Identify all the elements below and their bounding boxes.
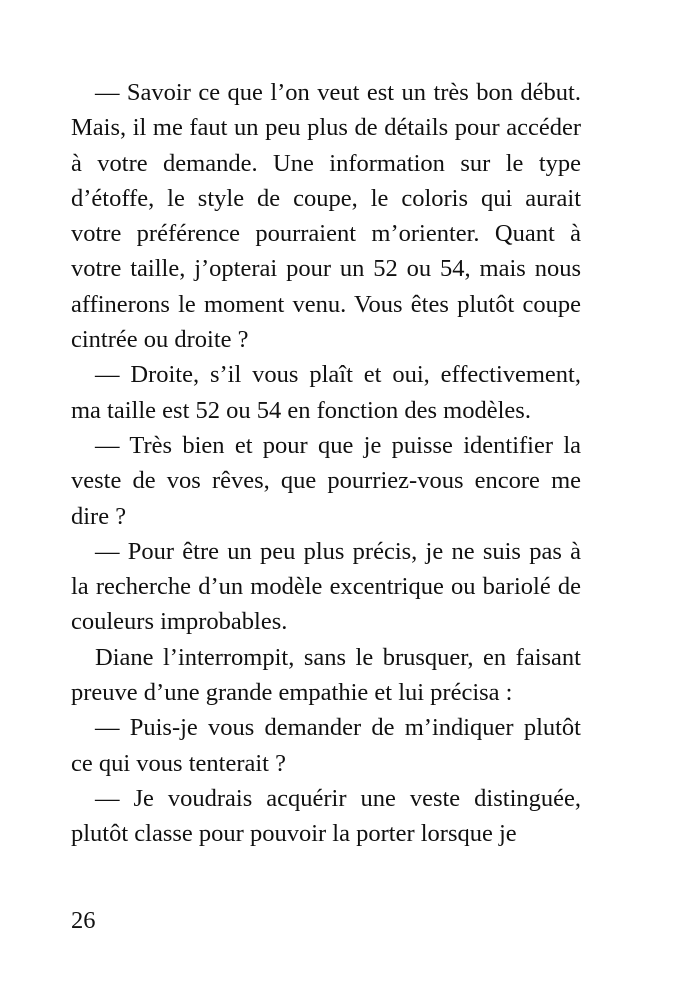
paragraph: — Je voudrais acquérir une veste distinguée, plutôt classe pour pouvoir la porter lorsque je bbox=[71, 784, 581, 848]
paragraph: — Savoir ce que l’on veut est un très bon début. Mais, il me faut un peu plus de détails pour accéder à votre demande. Une information sur le type d’étoffe, le style de coupe, le coloris qui aurait votre préférence pourraient m’orienter. Quant à votre taille, j’opterai pour un 52 ou 54, mais nous affinerons le moment venu. Vous êtes plutôt coupe cintrée ou droite ? bbox=[71, 79, 581, 354]
body-text bbox=[71, 75, 581, 852]
paragraph: — Puis-je vous demander de m’indiquer plutôt ce qui vous tenterait ? bbox=[71, 714, 581, 777]
paragraph: — Pour être un peu plus précis, je ne suis pas à la recherche d’un modèle excentrique ou bariolé de couleurs improbables. bbox=[71, 537, 581, 636]
paragraph: Diane l’interrompit, sans le brusquer, en faisant preuve d’une grande empathie et lui précisa : bbox=[71, 643, 581, 707]
page-number: 26 bbox=[71, 907, 96, 934]
paragraph: — Droite, s’il vous plaît et oui, effectivement, ma taille est 52 ou 54 en fonction des modèles. bbox=[71, 361, 581, 424]
paragraph: — Très bien et pour que je puisse identifier la veste de vos rêves, que pourriez-vous encore me dire ? bbox=[71, 431, 581, 530]
